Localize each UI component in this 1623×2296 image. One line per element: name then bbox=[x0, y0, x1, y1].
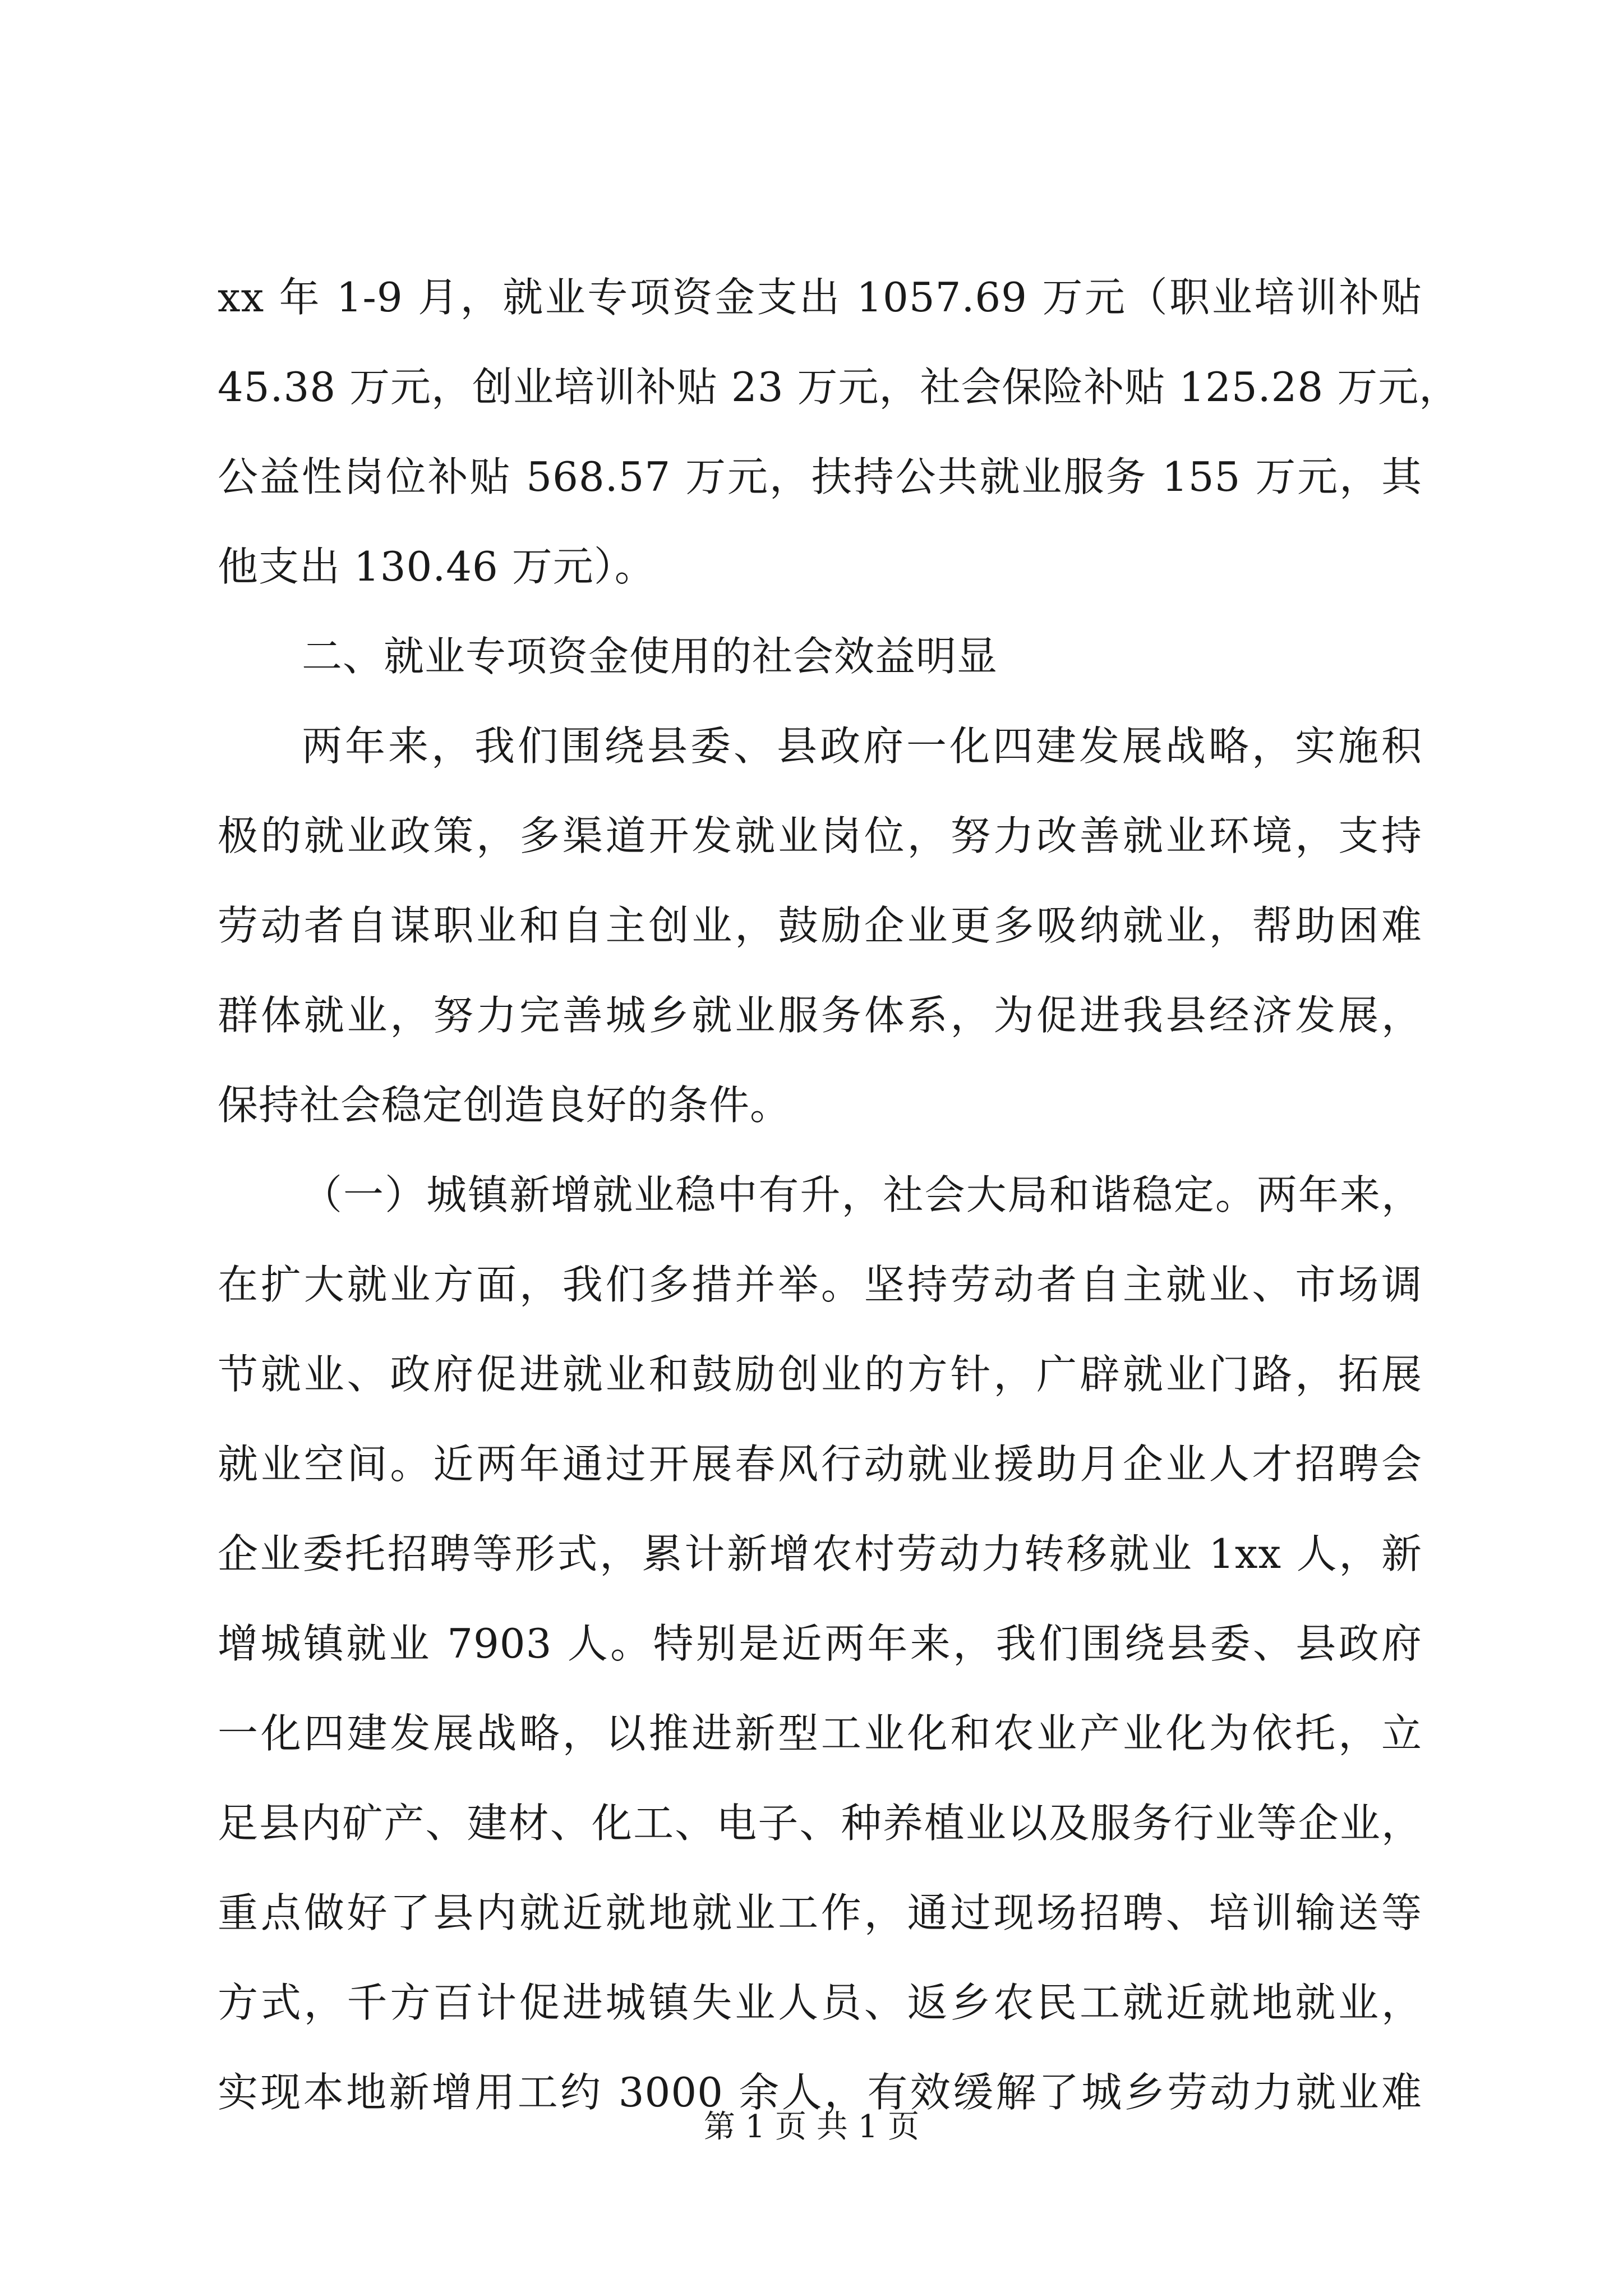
text-line: 重点做好了县内就近就地就业工作，通过现场招聘、培训输送等 bbox=[218, 1889, 1422, 1936]
text-line: 劳动者自谋职业和自主创业，鼓励企业更多吸纳就业，帮助困难 bbox=[218, 902, 1422, 949]
text-line: 节就业、政府促进就业和鼓励创业的方针，广辟就业门路，拓展 bbox=[218, 1351, 1422, 1398]
text-line: 公益性岗位补贴 568.57 万元，扶持公共就业服务 155 万元，其 bbox=[218, 453, 1422, 500]
text-line: 他支出 130.46 万元）。 bbox=[218, 543, 656, 590]
text-line: 保持社会稳定创造良好的条件。 bbox=[218, 1082, 791, 1129]
text-line: 企业委托招聘等形式，累计新增农村劳动力转移就业 1xx 人，新 bbox=[218, 1530, 1422, 1577]
text-line: 在扩大就业方面，我们多措并举。坚持劳动者自主就业、市场调 bbox=[218, 1261, 1422, 1308]
text-line: 实现本地新增用工约 3000 余人，有效缓解了城乡劳动力就业难 bbox=[218, 2069, 1422, 2116]
text-line: 两年来，我们围绕县委、县政府一化四建发展战略，实施积 bbox=[302, 723, 1422, 770]
page-footer: 第 1 页 共 1 页 bbox=[703, 2109, 920, 2145]
text-line: 增城镇就业 7903 人。特别是近两年来，我们围绕县委、县政府 bbox=[218, 1620, 1422, 1667]
text-line: 方式，千方百计促进城镇失业人员、返乡农民工就近就地就业， bbox=[218, 1979, 1422, 2026]
text-line: 45.38 万元，创业培训补贴 23 万元，社会保险补贴 125.28 万元， bbox=[218, 364, 1460, 411]
text-line: xx 年 1-9 月，就业专项资金支出 1057.69 万元（职业培训补贴 bbox=[218, 274, 1422, 321]
text-line: 极的就业政策，多渠道开发就业岗位，努力改善就业环境，支持 bbox=[218, 812, 1422, 859]
text-line: 足县内矿产、建材、化工、电子、种养植业以及服务行业等企业， bbox=[218, 1800, 1422, 1847]
text-line: 就业空间。近两年通过开展春风行动就业援助月企业人才招聘会 bbox=[218, 1441, 1422, 1488]
section-heading: 二、就业专项资金使用的社会效益明显 bbox=[302, 633, 998, 680]
subsection-line: （一）城镇新增就业稳中有升，社会大局和谐稳定。两年来， bbox=[302, 1171, 1422, 1218]
text-line: 群体就业，努力完善城乡就业服务体系，为促进我县经济发展， bbox=[218, 992, 1422, 1039]
text-line: 一化四建发展战略，以推进新型工业化和农业产业化为依托，立 bbox=[218, 1710, 1422, 1757]
